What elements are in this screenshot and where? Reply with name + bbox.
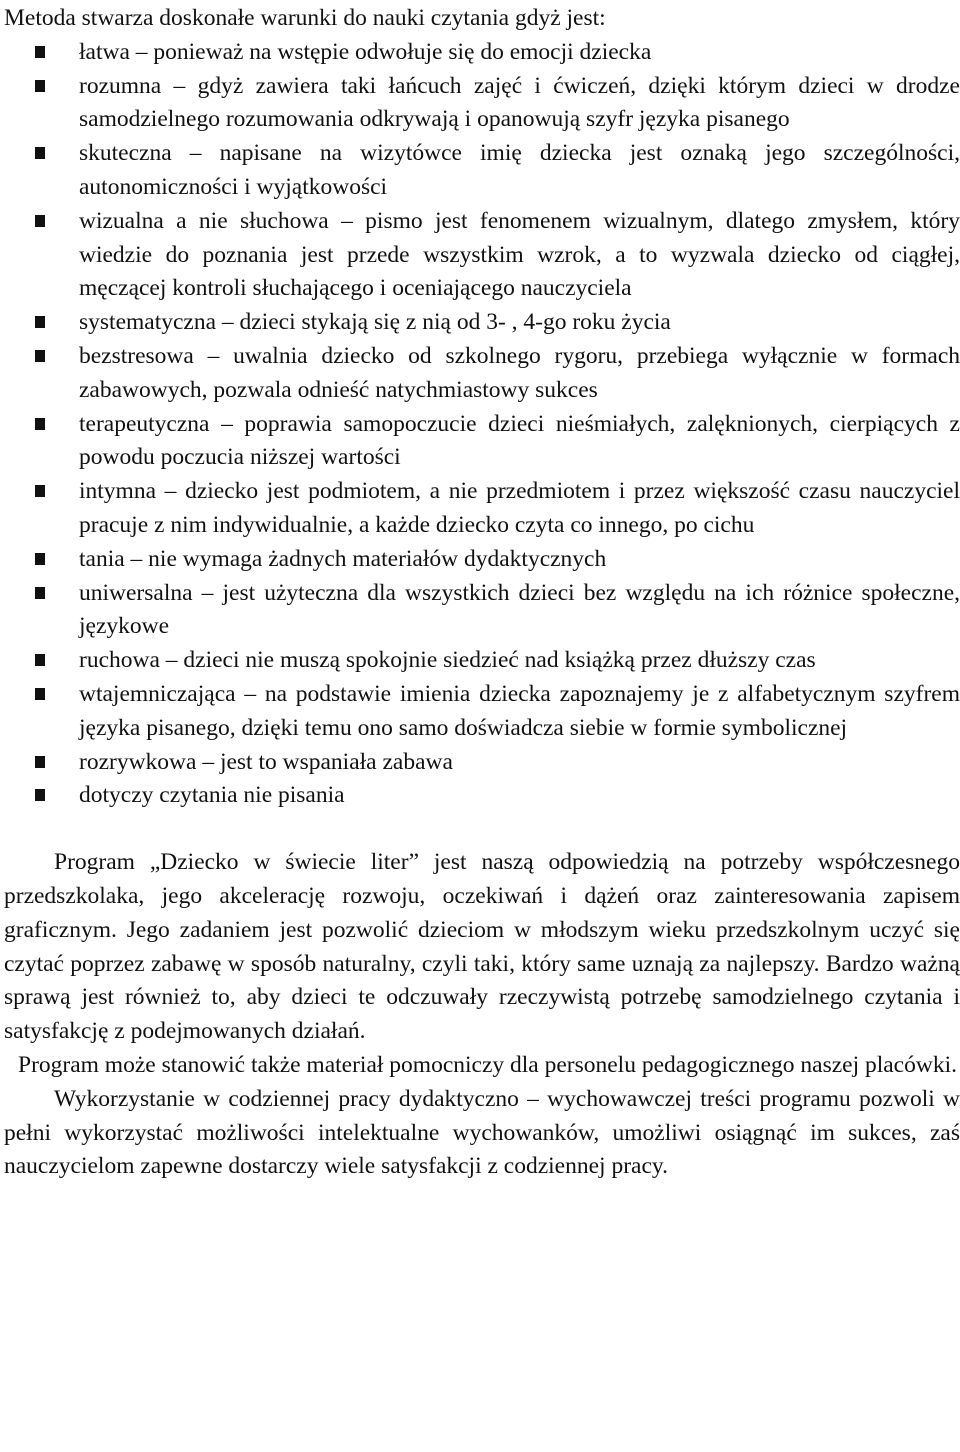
list-item (79, 340, 960, 408)
list-item (79, 205, 960, 306)
program-description (4, 846, 960, 1184)
list-item-text: intymna – dziecko jest podmiotem, a nie przedmiotem i przez większość czasu nauczyciel pracuje z nim indywidualnie, a każde dziecko czyta co innego, po cichu (79, 478, 960, 538)
square-bullet-icon (35, 789, 45, 801)
square-bullet-icon (35, 147, 45, 159)
square-bullet-icon (35, 485, 45, 497)
square-bullet-icon (35, 316, 45, 328)
list-item (79, 678, 960, 746)
list-item-text: tania – nie wymaga żadnych materiałów dydaktycznych (79, 545, 607, 572)
list-item-text: skuteczna – napisane na wizytówce imię dziecka jest oznaką jego szczególności, autonomiczności i wyjątkowości (79, 140, 960, 200)
square-bullet-icon (35, 215, 45, 227)
paragraph-program-goal: Program „Dziecko w świecie liter” jest naszą odpowiedzią na potrzeby współczesnego przedszkolaka, jego akcelerację rozwoju, oczekiwań i dążeń oraz zainteresowania zapisem graficznym. Jego zadaniem jest pozwolić dzieciom w młodszym wieku przedszkolnym uczyć się czytać poprzez zabawę w sposób naturalny, czyli taki, który same uznają za najlepszy. Bardzo ważną sprawą jest również to, aby dzieci te odczuwały rzeczywistą potrzebę samodzielnego czytania i satysfakcję z podejmowanych działań. (4, 849, 960, 1045)
list-item-text: rozumna – gdyż zawiera taki łańcuch zajęć i ćwiczeń, dzięki którym dzieci w drodze samodzielnego rozumowania odkrywają i opanowują szyfr języka pisanego (79, 72, 960, 133)
list-item-text: uniwersalna – jest użyteczna dla wszystkich dzieci bez względu na ich różnice społeczne, językowe (79, 579, 960, 640)
list-item-text: wizualna a nie słuchowa – pismo jest fenomenem wizualnym, dlatego zmysłem, który wiedzie do poznania jest przede wszystkim wzrok, a to wyzwala dziecko od ciągłej, męczącej kontroli słuchającego i oceniającego nauczyciela (79, 207, 960, 302)
list-item-text: systematyczna – dzieci stykają się z nią od 3- , 4-go roku życia (79, 309, 671, 336)
square-bullet-icon (35, 80, 45, 92)
list-item (79, 408, 960, 476)
list-item-text: terapeutyczna – poprawia samopoczucie dzieci nieśmiałych, zalęknionych, cierpiących z powodu poczucia niższej wartości (79, 410, 960, 471)
list-item-text: ruchowa – dzieci nie muszą spokojnie siedzieć nad książką przez dłuższy czas (79, 647, 816, 674)
square-bullet-icon (35, 587, 45, 599)
list-item (79, 475, 960, 543)
features-list (4, 36, 960, 813)
square-bullet-icon (35, 654, 45, 666)
list-item (79, 543, 960, 577)
list-item (79, 36, 960, 70)
intro-line: Metoda stwarza doskonałe warunki do nauki czytania gdyż jest: (4, 5, 606, 31)
list-item (79, 306, 960, 340)
list-item (79, 70, 960, 138)
list-item (79, 577, 960, 645)
list-item-text: dotyczy czytania nie pisania (79, 782, 345, 809)
list-item-text: wtajemniczająca – na podstawie imienia dziecka zapoznajemy je z alfabetycznym szyfrem języka pisanego, dzięki temu ono samo doświadcza siebie w formie symbolicznej (79, 680, 960, 741)
square-bullet-icon (35, 553, 45, 565)
square-bullet-icon (35, 688, 45, 700)
paragraph-support-material: Program może stanowić także materiał pomocniczy dla personelu pedagogicznego naszej placówki. (18, 1051, 957, 1078)
list-item (79, 779, 960, 813)
paragraph-daily-work: Wykorzystanie w codziennej pracy dydaktyczno – wychowawczej treści programu pozwoli w pełni wykorzystać możliwości intelektualne wychowanków, umożliwi osiągnąć im sukces, zaś nauczycielom zapewne dostarczy wiele satysfakcji z codziennej pracy. (4, 1085, 960, 1180)
list-item (79, 644, 960, 678)
list-item (79, 746, 960, 780)
list-item-text: bezstresowa – uwalnia dziecko od szkolnego rygoru, przebiega wyłącznie w formach zabawowych, pozwala odnieść natychmiastowy sukces (79, 342, 960, 403)
list-item-text: łatwa – ponieważ na wstępie odwołuje się do emocji dziecka (79, 38, 652, 65)
square-bullet-icon (35, 756, 45, 768)
list-item (79, 137, 960, 205)
list-item-text: rozrywkowa – jest to wspaniała zabawa (79, 748, 453, 775)
square-bullet-icon (35, 46, 45, 58)
square-bullet-icon (35, 350, 45, 362)
square-bullet-icon (35, 418, 45, 430)
